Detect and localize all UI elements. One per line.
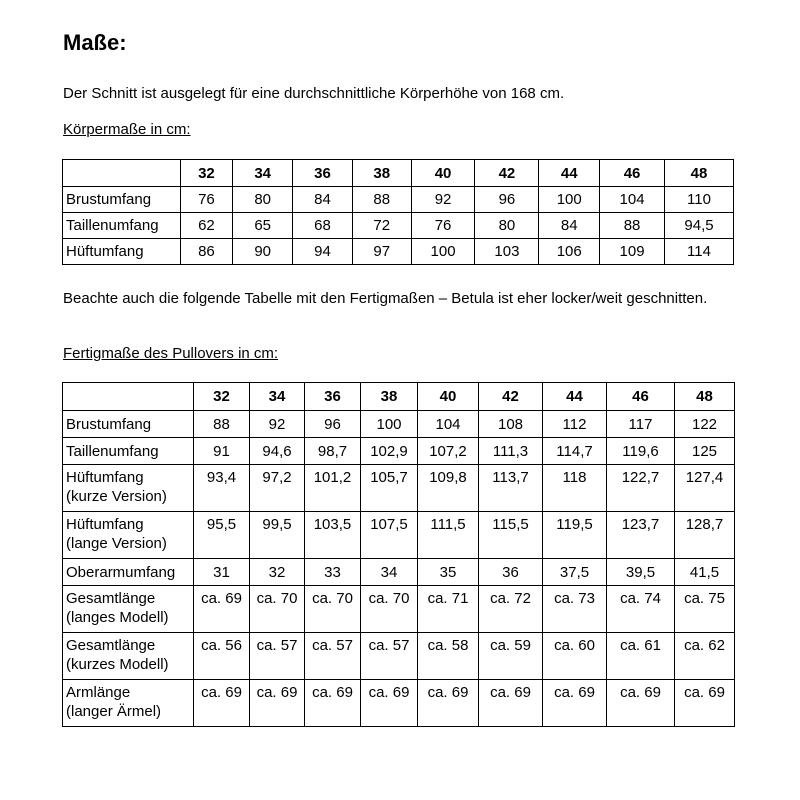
row-label: Gesamtlänge (kurzes Modell) — [63, 633, 194, 680]
value-cell: 31 — [194, 559, 250, 586]
table-row — [63, 559, 735, 586]
value-cell: ca. 69 — [418, 680, 479, 727]
size-header-cell: 32 — [194, 383, 250, 411]
value-cell: ca. 60 — [543, 633, 607, 680]
value-cell: 96 — [305, 411, 361, 438]
value-cell: ca. 62 — [675, 633, 735, 680]
value-cell: ca. 69 — [543, 680, 607, 727]
value-cell: 76 — [411, 213, 475, 239]
value-cell: 88 — [352, 187, 411, 213]
value-cell: 91 — [194, 438, 250, 465]
body-measurements-table — [62, 159, 734, 265]
value-cell: ca. 56 — [194, 633, 250, 680]
value-cell: 65 — [233, 213, 293, 239]
value-cell: 122 — [675, 411, 735, 438]
value-cell: ca. 57 — [361, 633, 418, 680]
row-label: Taillenumfang — [63, 438, 194, 465]
size-header-cell: 48 — [675, 383, 735, 411]
row-label: Gesamtlänge (langes Modell) — [63, 586, 194, 633]
table-row — [63, 512, 735, 559]
value-cell: ca. 69 — [305, 680, 361, 727]
finished-measurements-table — [62, 382, 735, 727]
value-cell: 37,5 — [543, 559, 607, 586]
value-cell: 94,6 — [250, 438, 305, 465]
size-header-cell: 38 — [361, 383, 418, 411]
value-cell: 34 — [361, 559, 418, 586]
value-cell: 103,5 — [305, 512, 361, 559]
value-cell: ca. 69 — [194, 680, 250, 727]
value-cell: 39,5 — [607, 559, 675, 586]
size-header-cell: 34 — [250, 383, 305, 411]
value-cell: 125 — [675, 438, 735, 465]
value-cell: 96 — [475, 187, 539, 213]
row-label: Taillenumfang — [63, 213, 181, 239]
value-cell: 94 — [293, 239, 353, 265]
intro-text: Der Schnitt ist ausgelegt für eine durchschnittliche Körperhöhe von 168 cm. — [63, 85, 565, 102]
size-header-cell: 46 — [600, 160, 665, 187]
size-header-cell: 36 — [293, 160, 353, 187]
value-cell: 93,4 — [194, 465, 250, 512]
value-cell: 122,7 — [607, 465, 675, 512]
header-corner-cell — [63, 383, 194, 411]
size-header-cell: 40 — [418, 383, 479, 411]
value-cell: ca. 70 — [361, 586, 418, 633]
body-measurements-heading: Körpermaße in cm: — [63, 121, 191, 138]
value-cell: 62 — [180, 213, 233, 239]
header-corner-cell — [63, 160, 181, 187]
value-cell: ca. 70 — [250, 586, 305, 633]
value-cell: 107,2 — [418, 438, 479, 465]
size-header-cell: 34 — [233, 160, 293, 187]
value-cell: 127,4 — [675, 465, 735, 512]
value-cell: ca. 70 — [305, 586, 361, 633]
value-cell: 106 — [539, 239, 600, 265]
value-cell: ca. 69 — [675, 680, 735, 727]
value-cell: 86 — [180, 239, 233, 265]
value-cell: 76 — [180, 187, 233, 213]
value-cell: 119,6 — [607, 438, 675, 465]
size-header-cell: 48 — [665, 160, 734, 187]
value-cell: 88 — [600, 213, 665, 239]
value-cell: 117 — [607, 411, 675, 438]
row-label: Brustumfang — [63, 187, 181, 213]
size-header-row — [63, 383, 735, 411]
table-row — [63, 586, 735, 633]
value-cell: 113,7 — [479, 465, 543, 512]
value-cell: 35 — [418, 559, 479, 586]
value-cell: 119,5 — [543, 512, 607, 559]
table-row — [63, 239, 734, 265]
value-cell: ca. 69 — [479, 680, 543, 727]
value-cell: 88 — [194, 411, 250, 438]
table-row — [63, 438, 735, 465]
value-cell: 107,5 — [361, 512, 418, 559]
finished-measurements-heading: Fertigmaße des Pullovers in cm: — [63, 345, 279, 362]
value-cell: 114 — [665, 239, 734, 265]
value-cell: 84 — [539, 213, 600, 239]
row-label: Hüftumfang (lange Version) — [63, 512, 194, 559]
value-cell: 41,5 — [675, 559, 735, 586]
value-cell: ca. 75 — [675, 586, 735, 633]
page-title: Maße: — [63, 30, 127, 55]
value-cell: ca. 69 — [607, 680, 675, 727]
table-row — [63, 680, 735, 727]
value-cell: 98,7 — [305, 438, 361, 465]
value-cell: 97,2 — [250, 465, 305, 512]
value-cell: 111,3 — [479, 438, 543, 465]
row-label: Hüftumfang — [63, 239, 181, 265]
value-cell: 103 — [475, 239, 539, 265]
value-cell: 68 — [293, 213, 353, 239]
value-cell: 92 — [411, 187, 475, 213]
value-cell: 114,7 — [543, 438, 607, 465]
value-cell: ca. 69 — [250, 680, 305, 727]
value-cell: ca. 58 — [418, 633, 479, 680]
size-header-cell: 42 — [475, 160, 539, 187]
value-cell: ca. 57 — [305, 633, 361, 680]
row-label: Armlänge (langer Ärmel) — [63, 680, 194, 727]
value-cell: 97 — [352, 239, 411, 265]
size-header-row — [63, 160, 734, 187]
value-cell: 112 — [543, 411, 607, 438]
value-cell: ca. 57 — [250, 633, 305, 680]
size-header-cell: 42 — [479, 383, 543, 411]
size-header-cell: 38 — [352, 160, 411, 187]
row-label: Oberarmumfang — [63, 559, 194, 586]
value-cell: ca. 61 — [607, 633, 675, 680]
size-header-cell: 32 — [180, 160, 233, 187]
value-cell: 80 — [475, 213, 539, 239]
value-cell: 84 — [293, 187, 353, 213]
value-cell: 100 — [361, 411, 418, 438]
value-cell: 100 — [411, 239, 475, 265]
value-cell: 110 — [665, 187, 734, 213]
value-cell: 115,5 — [479, 512, 543, 559]
value-cell: 101,2 — [305, 465, 361, 512]
value-cell: 100 — [539, 187, 600, 213]
size-header-cell: 36 — [305, 383, 361, 411]
size-header-cell: 44 — [543, 383, 607, 411]
value-cell: ca. 59 — [479, 633, 543, 680]
table-row — [63, 465, 735, 512]
value-cell: ca. 71 — [418, 586, 479, 633]
table-row — [63, 213, 734, 239]
value-cell: 128,7 — [675, 512, 735, 559]
value-cell: 90 — [233, 239, 293, 265]
value-cell: 36 — [479, 559, 543, 586]
value-cell: 92 — [250, 411, 305, 438]
value-cell: 33 — [305, 559, 361, 586]
note-text: Beachte auch die folgende Tabelle mit den Fertigmaßen – Betula ist eher locker/weit geschnitten. — [63, 290, 708, 307]
value-cell: 32 — [250, 559, 305, 586]
value-cell: 99,5 — [250, 512, 305, 559]
value-cell: 109 — [600, 239, 665, 265]
value-cell: ca. 69 — [194, 586, 250, 633]
size-header-cell: 46 — [607, 383, 675, 411]
row-label: Brustumfang — [63, 411, 194, 438]
value-cell: 104 — [418, 411, 479, 438]
value-cell: 109,8 — [418, 465, 479, 512]
size-header-cell: 44 — [539, 160, 600, 187]
value-cell: 123,7 — [607, 512, 675, 559]
value-cell: 94,5 — [665, 213, 734, 239]
value-cell: 102,9 — [361, 438, 418, 465]
value-cell: ca. 73 — [543, 586, 607, 633]
table-row — [63, 633, 735, 680]
table-row — [63, 187, 734, 213]
row-label: Hüftumfang (kurze Version) — [63, 465, 194, 512]
value-cell: ca. 69 — [361, 680, 418, 727]
value-cell: 72 — [352, 213, 411, 239]
size-header-cell: 40 — [411, 160, 475, 187]
value-cell: 105,7 — [361, 465, 418, 512]
table-row — [63, 411, 735, 438]
value-cell: 104 — [600, 187, 665, 213]
value-cell: 95,5 — [194, 512, 250, 559]
value-cell: ca. 74 — [607, 586, 675, 633]
value-cell: 111,5 — [418, 512, 479, 559]
value-cell: 108 — [479, 411, 543, 438]
value-cell: 118 — [543, 465, 607, 512]
value-cell: 80 — [233, 187, 293, 213]
value-cell: ca. 72 — [479, 586, 543, 633]
